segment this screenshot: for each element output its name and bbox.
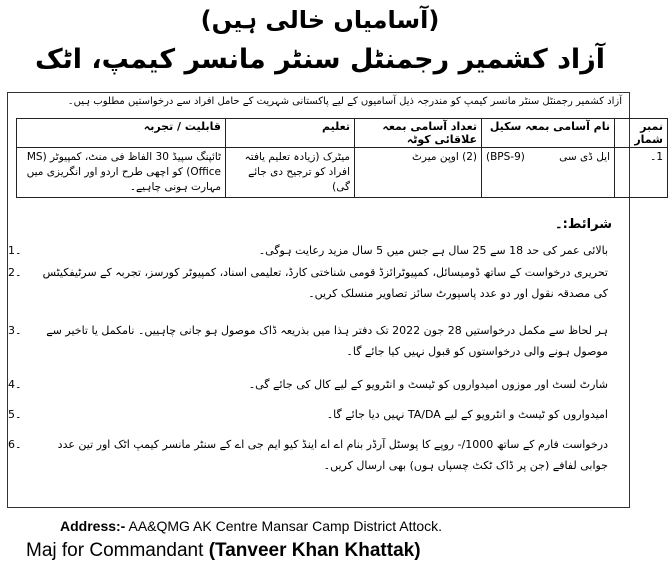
col-post: نام آسامی بمعہ سکیل [482,119,615,148]
condition-item [8,404,608,425]
cell-education: میٹرک (زیادہ تعلیم یافتہ افراد کو ترجیح دی جائے گی) [226,148,355,198]
intro-text: آزاد کشمیر رجمنٹل سنٹر مانسر کیمپ کو مندرجہ ذیل آسامیوں کے لیے پاکستانی شہریت کے حامل افراد سے درخواستیں مطلوب ہیں۔ [67,96,622,107]
address-value: AA&QMG AK Centre Mansar Camp District Attock. [128,518,443,534]
cell-experience: ٹائپنگ سپیڈ 30 الفاظ فی منٹ، کمپیوٹر (MS Office) کو اچھی طرح اردو اور انگریزی میں مہارت ہونی چاہیے۔ [17,148,226,198]
col-experience: قابلیت / تجربہ [17,119,226,148]
condition-number: 3۔ [8,324,22,337]
condition-text: تحریری درخواست کے ساتھ ڈومیسائل، کمپیوٹرائزڈ قومی شناختی کارڈ، تعلیمی اسناد، کمپیوٹر کورسز، تجربہ کے سرٹیفکیٹس کی مصدقہ نقول اور دو عدد پاسپورٹ سائز تصاویر منسلک کریں۔ [42,266,608,300]
signature-name: (Tanveer Khan Khattak) [208,540,421,561]
condition-number: 2۔ [8,266,22,279]
condition-text: شارٹ لسٹ اور موزوں امیدواروں کو ٹیسٹ و انٹرویو کے لیے کال کی جائے گی۔ [248,378,608,391]
table-row [17,148,668,198]
post-scale: (BPS-9) [486,151,525,163]
condition-text: ہر لحاظ سے مکمل درخواستیں 28 جون 2022 تک دفتر ہذا میں بذریعہ ڈاک موصول ہو جانی چاہییں۔ نامکمل یا تاخیر سے موصول ہونے والی درخواستوں کو قبول نہیں کیا جائے گا۔ [46,324,608,358]
post-name: ایل ڈی سی [559,151,610,163]
condition-text: درخواست فارم کے ساتھ 1000/- روپے کا پوسٹل آرڈر بنام اے اے اینڈ کیو ایم جی اے کے سنٹر مانسر کیمپ اٹک اور تین عدد جوابی لفافے (جن پر ڈاک ٹکٹ چسپاں ہوں) بھی ارسال کریں۔ [57,438,608,472]
col-quantity: تعداد آسامی بمعہ علاقائی کوٹہ [355,119,482,148]
signature-role: Maj for Commandant [26,540,204,561]
condition-item [8,374,608,395]
cell-quota: (2) اوپن میرٹ [355,148,482,198]
condition-item [8,320,608,362]
organization-heading: آزاد کشمیر رجمنٹل سنٹر مانسر کیمپ، اٹک [34,44,605,75]
conditions-heading: شرائط:۔ [555,217,612,232]
condition-number: 6۔ [8,438,22,451]
address-line [60,518,442,534]
condition-text: امیدواروں کو ٹیسٹ و انٹرویو کے لیے TA/DA نہیں دیا جائے گا۔ [326,408,608,421]
table-header-row [17,119,668,148]
vacancies-heading: (آسامیاں خالی ہیں) [200,6,440,34]
condition-number: 1۔ [8,244,22,257]
condition-number: 5۔ [8,408,22,421]
condition-number: 4۔ [8,378,22,391]
cell-post [482,148,615,198]
condition-item [8,240,608,261]
signature-line [26,540,421,562]
condition-item [8,262,608,304]
cell-serial: 1۔ [615,148,668,198]
col-serial: نمبر شمار [615,119,668,148]
vacancy-table [16,118,668,198]
col-education: تعلیم [226,119,355,148]
condition-item [8,434,608,476]
condition-text: بالائی عمر کی حد 18 سے 25 سال ہے جس میں 5 سال مزید رعایت ہوگی۔ [258,244,608,257]
address-label: Address:- [60,518,126,534]
